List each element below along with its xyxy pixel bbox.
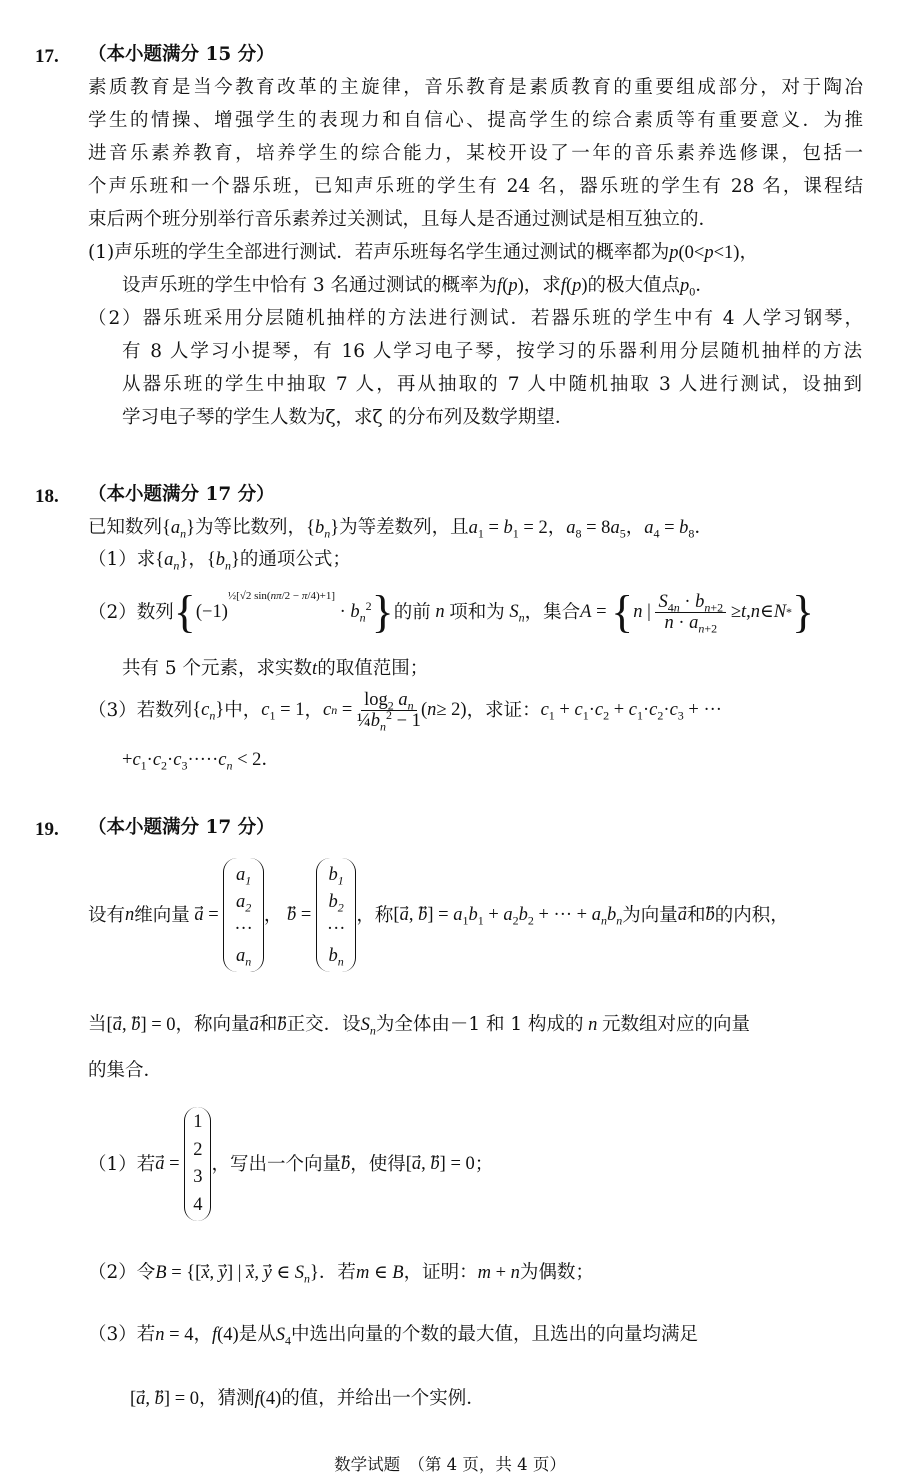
- q18-part3-text-a: （3）若数列: [88, 699, 193, 721]
- vector-a-column: $a_1$ $a_2$ ··· $a_n$: [223, 858, 263, 972]
- q19-line-2: 当[a⃗, b⃗] = 0，称向量a和b正交．设$S_n$为全体由－1 和 1 构成的 n 元数组对应的向量: [88, 1014, 751, 1038]
- q17-part1-line1: (1)声乐班的学生全部进行测试．若声乐班每名学生通过测试的概率都为p(0<p<1)，: [88, 242, 758, 263]
- q18-part2-line2: 共有 5 个元素，求实数t的取值范围；: [122, 658, 429, 679]
- q18-part3: （3）若数列 $\{c_n\}$ 中， $c_1 = 1$ ， c n = $\frac{\log_2 a_n}{\frac{1}{4}b_n^2 - 1}$ ( n ≥ 2) ，求证： $c_1 + c_1\cdot c_2 + c_1\cdot c_2\cdot c_3$ + ···: [88, 689, 722, 734]
- q19-text-f: 和: [687, 904, 706, 926]
- vector-a-value-4: 4: [193, 1194, 203, 1215]
- q19-l2-a: 当: [88, 1014, 107, 1035]
- q18-part2-text-a: （2）数列: [88, 601, 174, 623]
- q18-number: 18.: [35, 486, 59, 507]
- q17-body-line-1: 素质教育是当今教育改革的主旋律，音乐教育是素质教育的重要组成部分，对于陶冶: [88, 77, 863, 98]
- q18-text-c: 为等差数列，且: [339, 517, 469, 538]
- q19-part1-d: ；: [474, 1153, 494, 1175]
- q18-text-e: ，: [625, 517, 645, 538]
- q19-part2-d: 为偶数；: [519, 1262, 594, 1283]
- q17-part2-line2: 有 8 人学习小提琴，有 16 人学习电子琴，按学习的乐器利用分层随机抽样的方法: [122, 341, 862, 362]
- q18-part2-line2-a: 共有 5 个元素，求实数: [122, 658, 313, 679]
- q17-part1-text-d: ，求: [523, 275, 561, 296]
- q17-number: 17.: [35, 46, 59, 67]
- q19-text-b: 维向量: [134, 904, 190, 926]
- q19-line-3: 的集合．: [88, 1060, 163, 1081]
- q18-part3-text-b: 中，: [224, 699, 262, 721]
- q19-part3-line2-a: ，猜测: [199, 1388, 255, 1409]
- q18-part1-text-c: 的通项公式；: [239, 549, 351, 570]
- q19-header: （本小题满分 17 分）: [88, 817, 275, 838]
- q17-body-line-2: 学生的情操、增强学生的表现力和自信心、提高学生的综合素质等有重要意义．为推: [88, 110, 863, 131]
- q18-text-d: ，: [547, 517, 567, 538]
- q18-part1-text-a: （1）求: [88, 549, 156, 570]
- q19-part3: （3）若n = 4，f(4)是从$S_4$中选出向量的个数的最大值，且选出的向量均满足: [88, 1324, 698, 1348]
- q19-part2-c: ，证明：: [403, 1262, 478, 1283]
- q19-l2-f: 元数组对应的向量: [602, 1014, 751, 1035]
- q17-part1-text-e: 的极大值点: [587, 275, 681, 296]
- q17-body-line-5: 束后两个班分别举行音乐素养过关测试，且每人是否通过测试是相互独立的．: [88, 209, 718, 230]
- q18-part2-text-c: 项和为: [449, 601, 505, 623]
- q18-part3-line2-end: ．: [261, 750, 280, 770]
- q19-part2-a: （2）令: [88, 1262, 156, 1283]
- q19-l2-d: 正交．设: [286, 1014, 361, 1035]
- q18-part3-text-d: ，求证：: [466, 699, 541, 721]
- q17-header: （本小题满分 15 分）: [88, 44, 275, 65]
- q19-text-c: ，: [263, 904, 283, 926]
- q18-part2-line2-b: 的取值范围；: [317, 658, 429, 679]
- q17-part1-text-f: ．: [695, 275, 714, 296]
- q19-text-e: 为向量: [622, 904, 678, 926]
- q18-set-formula: A = { n | $\frac{S_{4n} \cdot b_{n+2}}{n \cdot a_{n+2}}$ ≥ t , n ∈ N * }: [580, 586, 815, 637]
- q17-part1-text-c: 设声乐班的学生中恰有 3 名通过测试的概率为: [122, 275, 498, 296]
- q18-part2: （2）数列 { $(-1)^{\frac{1}{2}[√2 sin(n\pi/2 - \pi/4)+1]} \cdot b_n^2$ } 的前 n 项和为 $S_n$ ，集合 A = { n | $\frac{S_{4n} \cdot b_{n+2}}{n \cdot a_{n+2}}$ ≥ t , n ∈ N * }: [88, 586, 815, 637]
- q18-cn-formula: c n = $\frac{\log_2 a_n}{\frac{1}{4}b_n^2 - 1}$ ( n ≥ 2): [322, 689, 467, 734]
- vector-a-value-1: 1: [193, 1112, 203, 1133]
- q19-part3-d: 中选出向量的个数的最大值，且选出的向量均满足: [290, 1324, 698, 1345]
- q17-part2-line1: （2）器乐班采用分层随机抽样的方法进行测试．若器乐班的学生中有 4 人学习钢琴，: [88, 308, 863, 329]
- vector-a-values: [184, 1107, 211, 1221]
- q19-l2-e: 为全体由－1 和 1 构成的: [375, 1014, 584, 1035]
- q19-part3-b: ，: [193, 1324, 212, 1345]
- vector-a-value-3: 3: [193, 1167, 203, 1188]
- q18-part2-text-d: ，集合: [524, 601, 581, 623]
- vector-b-column: $b_1$ $b_2$ ··· $b_n$: [316, 858, 356, 972]
- q19-part1-a: （1）若: [88, 1153, 156, 1175]
- vector-a-value-2: 2: [193, 1139, 203, 1160]
- q19-l2-c: 和: [258, 1014, 278, 1035]
- q18-text-a: 已知数列: [88, 517, 163, 538]
- q17-part2-line3: 从器乐班的学生中抽取 7 人，再从抽取的 7 人中随机抽取 3 人进行测试，设抽到: [122, 374, 862, 395]
- q19-part1-c: ，使得: [350, 1153, 406, 1175]
- q19-text-a: 设有: [88, 904, 126, 926]
- q18-text-b: 为等比数列，: [195, 517, 307, 538]
- q18-line-1: 已知数列$\{a_n\}$为等比数列，$\{b_n\}$为等差数列，且$a_1 = b_1 = 2$，$a_8 = 8a_5$，$a_4 = b_8$．: [88, 517, 713, 541]
- q19-part3-line2-b: 的值，并给出一个实例．: [281, 1388, 485, 1409]
- q18-part1: （1）求$\{a_n\}$，$\{b_n\}$的通项公式；: [88, 549, 351, 573]
- q19-l2-b: ，称向量: [175, 1014, 250, 1035]
- q19-text-g: 的内积，: [714, 904, 789, 926]
- q18-sequence-formula: { $(-1)^{\frac{1}{2}[√2 sin(n\pi/2 - \pi/4)+1]} \cdot b_n^2$ }: [173, 586, 394, 637]
- q19-part3-c: 是从: [238, 1324, 276, 1345]
- q17-part1-text-a: (1)声乐班的学生全部进行测试．若声乐班每名学生通过测试的概率都为: [88, 242, 670, 263]
- page-footer: 数学试题 （第 4 页，共 4 页）: [334, 1455, 566, 1474]
- q19-part1: （1）若 a⃗ = 1 2 3 4 ，写出一个向量 b ，使得 [a⃗, b⃗] = 0 ；: [88, 1104, 493, 1224]
- q19-text-d: ，称: [356, 904, 394, 926]
- q19-part3-line2: [a⃗, b⃗] = 0，猜测f(4)的值，并给出一个实例．: [130, 1388, 485, 1409]
- q17-part2-line4: 学习电子琴的学生人数为ζ，求ζ 的分布列及数学期望．: [122, 407, 574, 428]
- q19-part3-a: （3）若: [88, 1324, 156, 1345]
- q17-body-line-4: 个声乐班和一个器乐班，已知声乐班的学生有 24 名，器乐班的学生有 28 名，课程结: [88, 176, 863, 197]
- q18-header: （本小题满分 17 分）: [88, 484, 275, 505]
- q18-part2-text-b: 的前: [393, 601, 431, 623]
- q18-part3-line2: $+c_1\cdot c_2\cdot c_3\cdot\cdot\cdot\cdot\cdot c_n < 2$．: [122, 750, 280, 773]
- q19-number: 19.: [35, 819, 59, 840]
- q17-body-line-3: 进音乐素养教育，培养学生的综合能力，某校开设了一年的音乐素养选修课，包括一: [88, 143, 863, 164]
- q17-part1-text-b: ，: [739, 242, 758, 263]
- q18-text-f: ．: [694, 517, 713, 538]
- q19-line-1: 设有 n 维向量 a⃗ = $a_1$ $a_2$ ··· $a_n$ ， b⃗ = $b_1$ $b_2$ ··· $b_n$ ，称 [a⃗, b⃗] = $a_1b_1 + a_2b_2$ + ··· + $a_nb_n$ 为向量 a 和 b 的内积，: [88, 855, 789, 975]
- q19-part2-b: ．若: [318, 1262, 356, 1283]
- q19-part1-b: ，写出一个向量: [211, 1153, 341, 1175]
- q19-part2: （2）令B = {[x⃗, y⃗] | x⃗, y⃗ ∈ $S_n$}．若m ∈ B，证明：m + n为偶数；: [88, 1262, 594, 1286]
- q18-part3-text-c: ，: [304, 699, 323, 721]
- q18-part1-text-b: ，: [188, 549, 207, 570]
- q17-part1-line2: 设声乐班的学生中恰有 3 名通过测试的概率为f(p)，求f(p)的极大值点$p_0$．: [122, 275, 714, 299]
